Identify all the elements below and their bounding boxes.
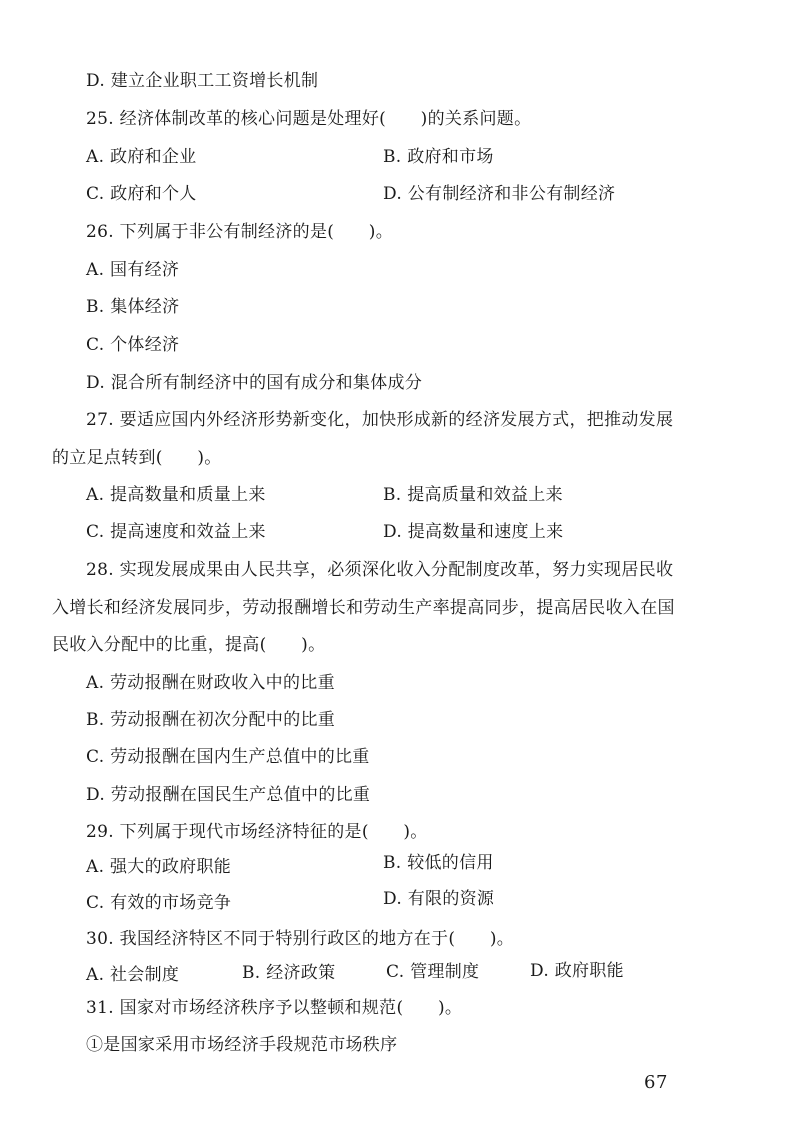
q28-option-a: A. 劳动报酬在财政收入中的比重	[86, 673, 335, 693]
q29-option-c: C. 有效的市场竞争	[86, 893, 232, 913]
q28-option-c: C. 劳动报酬在国内生产总值中的比重	[86, 747, 370, 767]
q30-option-d: D. 政府职能	[530, 961, 624, 981]
question-27-stem-line-1: 27. 要适应国内外经济形势新变化，加快形成新的经济发展方式，把推动发展	[86, 410, 674, 430]
q24-option-d: D. 建立企业职工工资增长机制	[86, 71, 319, 91]
q26-option-b: B. 集体经济	[86, 297, 180, 317]
q31-statement-1: ①是国家采用市场经济手段规范市场秩序	[86, 1035, 398, 1055]
q30-option-c: C. 管理制度	[386, 962, 480, 982]
q27-option-c: C. 提高速度和效益上来	[86, 522, 266, 542]
q26-option-c: C. 个体经济	[86, 335, 180, 355]
q27-option-a: A. 提高数量和质量上来	[86, 485, 266, 505]
q28-option-d: D. 劳动报酬在国民生产总值中的比重	[86, 785, 371, 805]
q25-option-c: C. 政府和个人	[86, 184, 197, 204]
question-28-stem-line-1: 28. 实现发展成果由人民共享，必须深化收入分配制度改革，努力实现居民收	[86, 560, 674, 580]
q27-option-b: B. 提高质量和效益上来	[383, 485, 563, 505]
q26-option-a: A. 国有经济	[86, 260, 180, 280]
question-28-stem-line-3: 民收入分配中的比重，提高( )。	[52, 635, 326, 655]
question-28-stem-line-2: 入增长和经济发展同步，劳动报酬增长和劳动生产率提高同步，提高居民收入在国	[52, 598, 675, 618]
question-31-stem: 31. 国家对市场经济秩序予以整顿和规范( )。	[86, 998, 463, 1018]
q27-option-d: D. 提高数量和速度上来	[383, 522, 564, 542]
q30-option-b: B. 经济政策	[242, 963, 336, 983]
q29-option-d: D. 有限的资源	[383, 889, 495, 909]
question-26-stem: 26. 下列属于非公有制经济的是( )。	[86, 222, 394, 242]
page-number: 67	[644, 1072, 668, 1093]
question-25-stem: 25. 经济体制改革的核心问题是处理好( )的关系问题。	[86, 109, 532, 129]
q25-option-a: A. 政府和企业	[86, 147, 197, 167]
q25-option-d: D. 公有制经济和非公有制经济	[383, 184, 616, 204]
q25-option-b: B. 政府和市场	[383, 147, 494, 167]
q26-option-d: D. 混合所有制经济中的国有成分和集体成分	[86, 373, 423, 393]
question-29-stem: 29. 下列属于现代市场经济特征的是( )。	[86, 822, 428, 842]
question-27-stem-line-2: 的立足点转到( )。	[52, 448, 222, 468]
q28-option-b: B. 劳动报酬在初次分配中的比重	[86, 710, 336, 730]
q29-option-a: A. 强大的政府职能	[86, 857, 232, 877]
q29-option-b: B. 较低的信用	[383, 853, 494, 873]
question-30-stem: 30. 我国经济特区不同于特别行政区的地方在于( )。	[86, 929, 515, 949]
q30-option-a: A. 社会制度	[86, 965, 180, 985]
